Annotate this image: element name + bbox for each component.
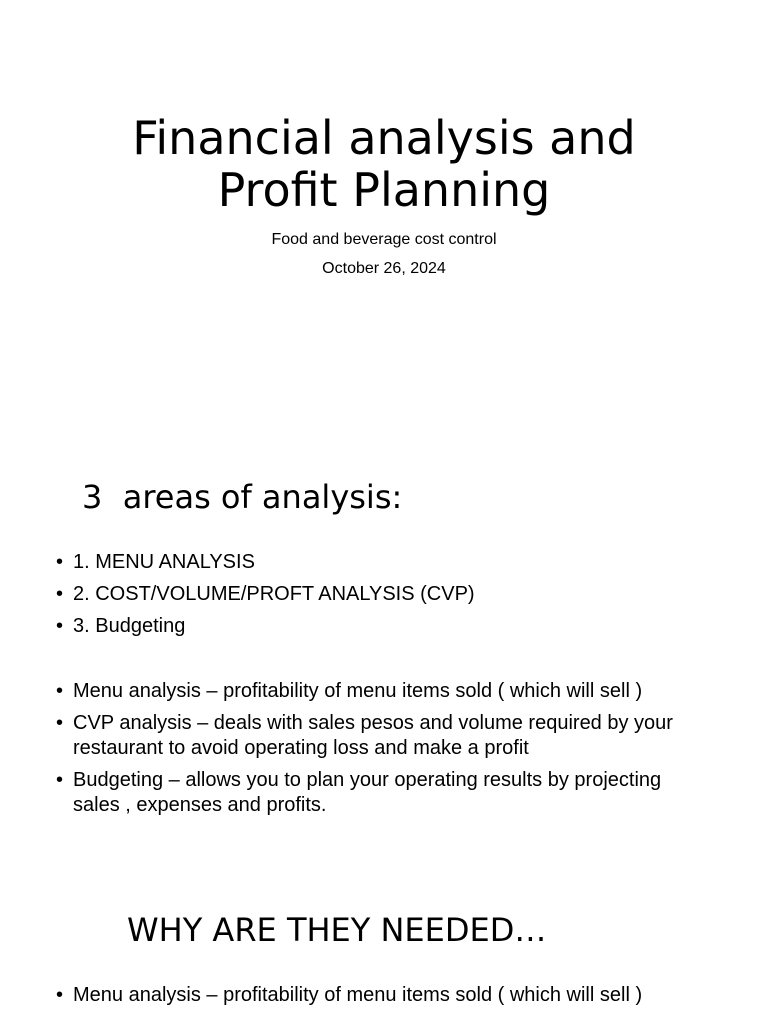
- presentation-title: [0, 112, 768, 216]
- areas-heading: 3 areas of analysis:: [82, 478, 403, 516]
- list-item: • Budgeting – allows you to plan your operating results by projecting sales , expenses and profits.: [56, 768, 706, 818]
- title-line-2: Profit Planning: [217, 163, 551, 217]
- date: October 26, 2024: [322, 260, 446, 277]
- title-line-1: Financial analysis and: [132, 111, 636, 165]
- list-item: • Menu analysis – profitability of menu items sold ( which will sell ): [56, 679, 706, 704]
- list-item: • Menu analysis – profitability of menu items sold ( which will sell ): [56, 983, 706, 1008]
- subtitle: Food and beverage cost control: [271, 231, 497, 248]
- list-item: • CVP analysis – deals with sales pesos and volume required by your restaurant to avoid operating loss and make a profit: [56, 711, 706, 761]
- definitions-list: [56, 679, 706, 825]
- why-heading: WHY ARE THEY NEEDED…: [127, 911, 547, 949]
- why-list: [56, 983, 706, 1008]
- list-item: • 1. MENU ANALYSIS: [56, 550, 706, 575]
- list-item: • 2. COST/VOLUME/PROFT ANALYSIS (CVP): [56, 582, 706, 607]
- areas-list: [56, 550, 706, 646]
- list-item: • 3. Budgeting: [56, 614, 706, 639]
